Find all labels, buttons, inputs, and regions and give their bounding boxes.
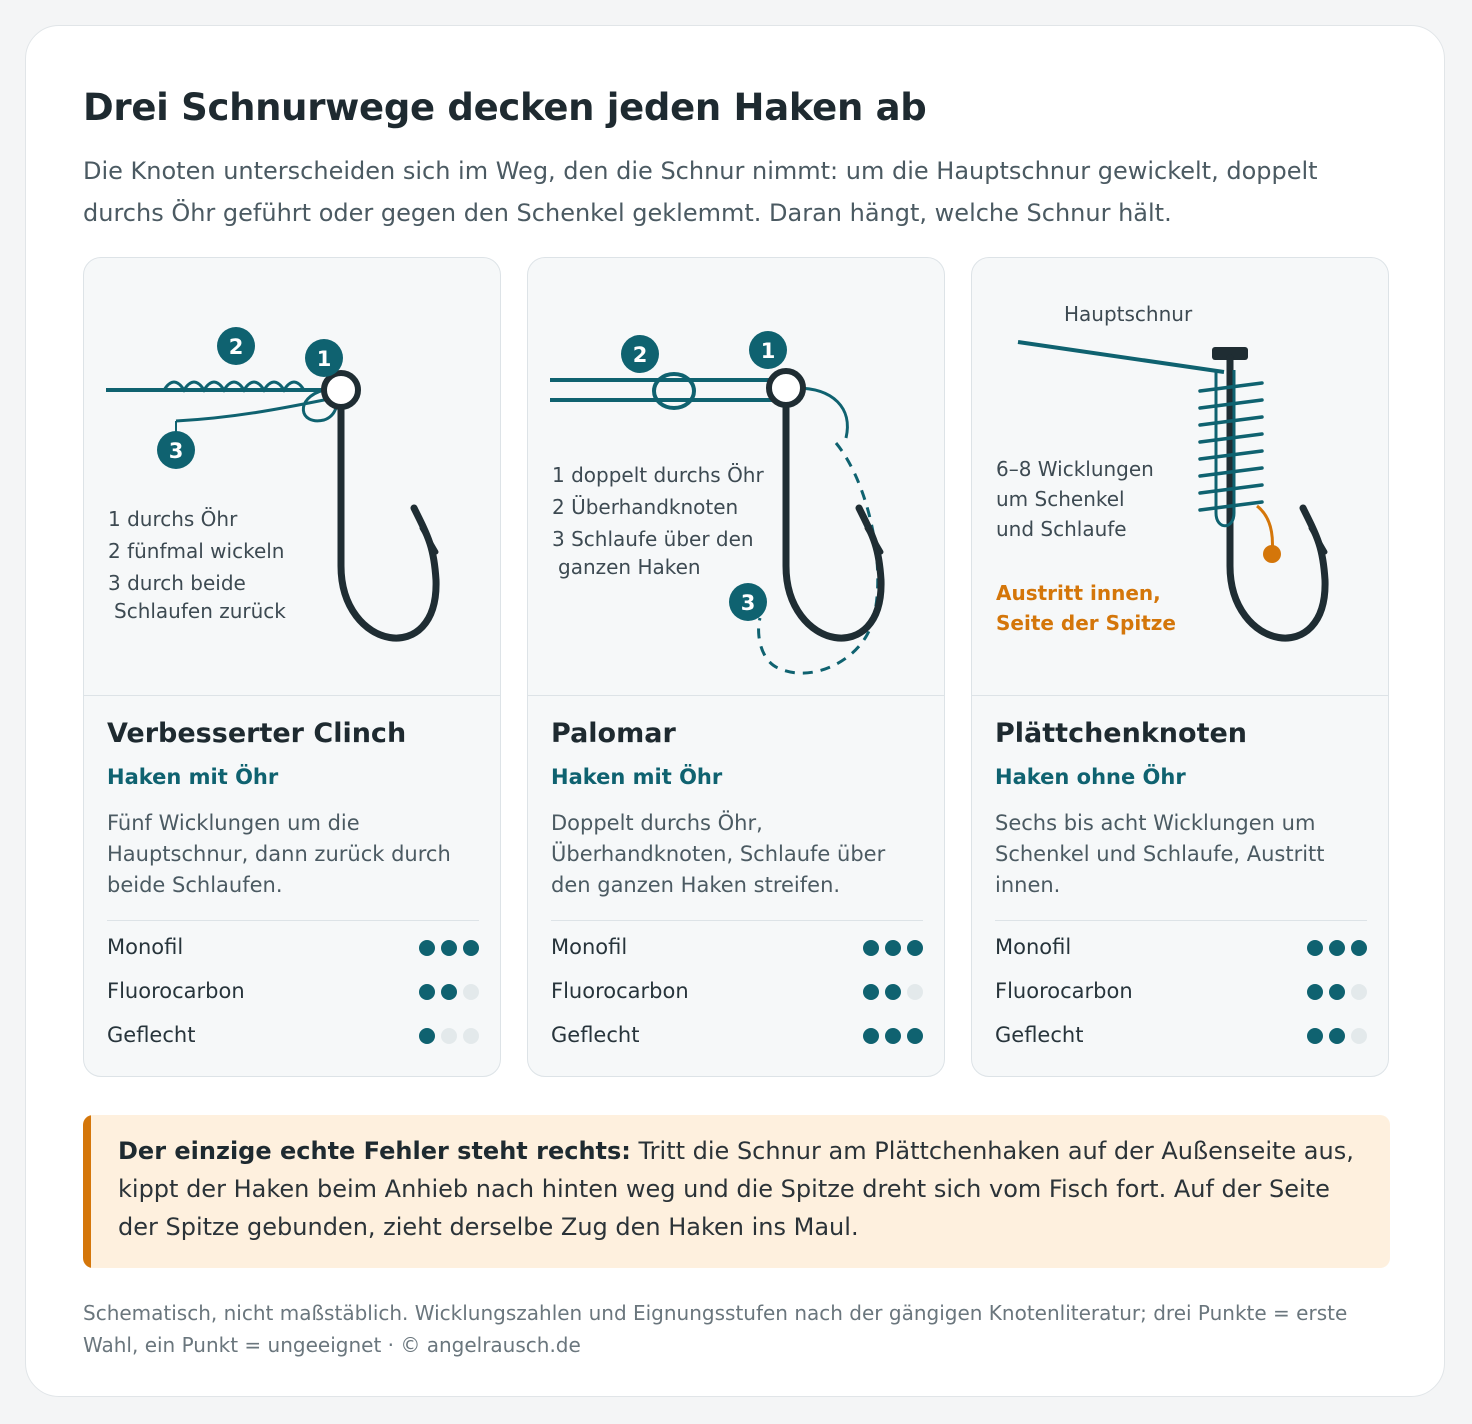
highlight-line: Austritt innen,: [996, 581, 1161, 605]
palomar-illustration: [528, 258, 944, 696]
rating-dot-empty: [463, 1028, 479, 1044]
callout-accent-bar: [83, 1115, 91, 1268]
hook-eye: [324, 373, 358, 407]
knot-description: Sechs bis acht Wicklungen um Schenkel und Schlaufe, Austritt innen.: [995, 811, 1325, 897]
rating-dots: [413, 940, 479, 956]
rating-row-monofil: [995, 932, 1367, 962]
card-divider: [972, 695, 1388, 696]
card-divider: [528, 695, 944, 696]
rating-dot-filled: [1329, 1028, 1345, 1044]
hook-body: [341, 408, 436, 638]
rating-label: Monofil: [551, 935, 628, 959]
rating-divider: [551, 920, 923, 921]
badge-2: [217, 327, 255, 365]
rating-dot-empty: [1351, 1028, 1367, 1044]
rating-label: Geflecht: [107, 1023, 196, 1047]
plaettchen-illustration: [972, 258, 1388, 696]
clinch-illustration: [84, 258, 500, 696]
warning-callout: [83, 1115, 1390, 1268]
rating-row-fluorocarbon: [107, 976, 479, 1006]
step-line: um Schenkel: [996, 487, 1125, 511]
knot-name: Palomar: [551, 718, 676, 749]
rating-row-fluorocarbon: [551, 976, 923, 1006]
footnote: Schematisch, nicht maßstäblich. Wicklungszahlen und Eignungsstufen nach der gängigen Knotenliteratur; drei Punkte = erste Wahl, ein Punkt = ungeeignet · © angelrausch.de: [83, 1301, 1348, 1357]
rating-label: Monofil: [107, 935, 184, 959]
rating-dot-filled: [441, 984, 457, 1000]
page-subtitle: Die Knoten unterscheiden sich im Weg, den die Schnur nimmt: um die Hauptschnur gewickelt, doppelt durchs Öhr geführt oder gegen den Schenkel geklemmt. Daran hängt, welche Schnur hält.: [83, 157, 1318, 227]
rating-row-geflecht: [107, 1020, 479, 1050]
rating-label: Geflecht: [995, 1023, 1084, 1047]
badge-3-label: 3: [740, 591, 756, 615]
hook-body: [1230, 358, 1325, 638]
badge-2-label: 2: [228, 335, 244, 359]
rating-dot-filled: [419, 1028, 435, 1044]
hook-type: Haken mit Öhr: [551, 765, 723, 789]
main-line-label: Hauptschnur: [1064, 302, 1193, 326]
step-line: 2 fünfmal wickeln: [108, 539, 285, 563]
clinch-diagram: [84, 258, 500, 696]
rating-dot-filled: [863, 940, 879, 956]
rating-dot-empty: [907, 984, 923, 1000]
badge-1: [305, 339, 343, 377]
rating-dots: [857, 940, 923, 956]
hook-eye: [769, 371, 803, 405]
rating-row-geflecht: [995, 1020, 1367, 1050]
step-line: 3 Schlaufe über den: [552, 527, 754, 551]
rating-row-monofil: [551, 932, 923, 962]
callout-lead: Der einzige echte Fehler steht rechts:: [118, 1137, 631, 1165]
badge-1-label: 1: [316, 347, 332, 371]
card-divider: [84, 695, 500, 696]
step-line: 6–8 Wicklungen: [996, 457, 1154, 481]
rating-dot-filled: [863, 1028, 879, 1044]
clinch-steps: [108, 503, 286, 627]
step-line: Schlaufen zurück: [114, 599, 286, 623]
knot-name: Plättchenknoten: [995, 718, 1248, 749]
rating-label: Monofil: [995, 935, 1072, 959]
badge-3: [729, 583, 767, 621]
knot-card-clinch: [83, 257, 501, 1077]
rating-dot-filled: [1329, 984, 1345, 1000]
loop-dashed: [759, 443, 878, 673]
step-line: 3 durch beide: [108, 571, 246, 595]
rating-dot-filled: [1307, 940, 1323, 956]
rating-dot-filled: [441, 940, 457, 956]
hook-type: Haken mit Öhr: [107, 765, 279, 789]
rating-dots: [857, 1028, 923, 1044]
badge-1: [749, 331, 787, 369]
rating-label: Geflecht: [551, 1023, 640, 1047]
step-line: 2 Überhandknoten: [552, 495, 739, 519]
rating-label: Fluorocarbon: [995, 979, 1133, 1003]
highlight-line: Seite der Spitze: [996, 611, 1176, 635]
callout-text: [118, 1132, 1358, 1246]
rating-label: Fluorocarbon: [107, 979, 245, 1003]
step-line: 1 doppelt durchs Öhr: [552, 463, 764, 487]
rating-dot-filled: [463, 940, 479, 956]
knot-name: Verbesserter Clinch: [107, 718, 407, 749]
rating-dot-filled: [419, 940, 435, 956]
rating-dots: [1301, 1028, 1367, 1044]
knot-description: Fünf Wicklungen um die Hauptschnur, dann zurück durch beide Schlaufen.: [107, 811, 451, 897]
rating-dots: [1301, 984, 1367, 1000]
rating-dot-filled: [863, 984, 879, 1000]
tag-end: [176, 390, 342, 421]
rating-dot-filled: [907, 1028, 923, 1044]
knot-description: Doppelt durchs Öhr, Überhandknoten, Schlaufe über den ganzen Haken streifen.: [551, 811, 886, 897]
rating-dots: [1301, 940, 1367, 956]
rating-dot-filled: [885, 984, 901, 1000]
step-line: und Schlaufe: [996, 517, 1127, 541]
rating-dots: [857, 984, 923, 1000]
badge-3-label: 3: [168, 439, 184, 463]
rating-label: Fluorocarbon: [551, 979, 689, 1003]
hook-body: [786, 408, 881, 638]
knot-card-plaettchen: [971, 257, 1389, 1077]
rating-divider: [107, 920, 479, 921]
rating-row-monofil: [107, 932, 479, 962]
hook-type: Haken ohne Öhr: [995, 765, 1186, 789]
page-title: Drei Schnurwege decken jeden Haken ab: [83, 86, 927, 129]
palomar-steps: [552, 459, 764, 583]
rating-dot-filled: [1307, 1028, 1323, 1044]
badge-2-label: 2: [632, 343, 648, 367]
rating-row-fluorocarbon: [995, 976, 1367, 1006]
rating-dot-empty: [441, 1028, 457, 1044]
exit-highlight: [996, 578, 1176, 638]
exit-point: [1263, 545, 1281, 563]
badge-3: [157, 431, 195, 469]
step-line: ganzen Haken: [558, 555, 701, 579]
infographic-card: [25, 25, 1445, 1397]
rating-dot-filled: [1329, 940, 1345, 956]
callout-body: Tritt die Schnur am Plättchenhaken auf der Außenseite aus, kippt der Haken beim Anhieb nach hinten weg und die Spitze dreht sich vom Fisch fort. Auf der Seite der Spitze gebunden, zieht derselbe Zug den Haken ins Maul.: [118, 1137, 1354, 1241]
main-line: [1018, 342, 1224, 372]
rating-dots: [413, 1028, 479, 1044]
rating-divider: [995, 920, 1367, 921]
plaettchen-steps: [996, 454, 1154, 544]
rating-dot-filled: [1351, 940, 1367, 956]
badge-1-label: 1: [760, 339, 776, 363]
rating-dots: [413, 984, 479, 1000]
rating-dot-filled: [419, 984, 435, 1000]
knot-card-palomar: [527, 257, 945, 1077]
rating-dot-filled: [907, 940, 923, 956]
badge-2: [621, 335, 659, 373]
rating-dot-filled: [885, 1028, 901, 1044]
rating-dot-empty: [1351, 984, 1367, 1000]
rating-row-geflecht: [551, 1020, 923, 1050]
rating-dot-filled: [1307, 984, 1323, 1000]
rating-dot-filled: [885, 940, 901, 956]
rating-dot-empty: [463, 984, 479, 1000]
step-line: 1 durchs Öhr: [108, 507, 238, 531]
